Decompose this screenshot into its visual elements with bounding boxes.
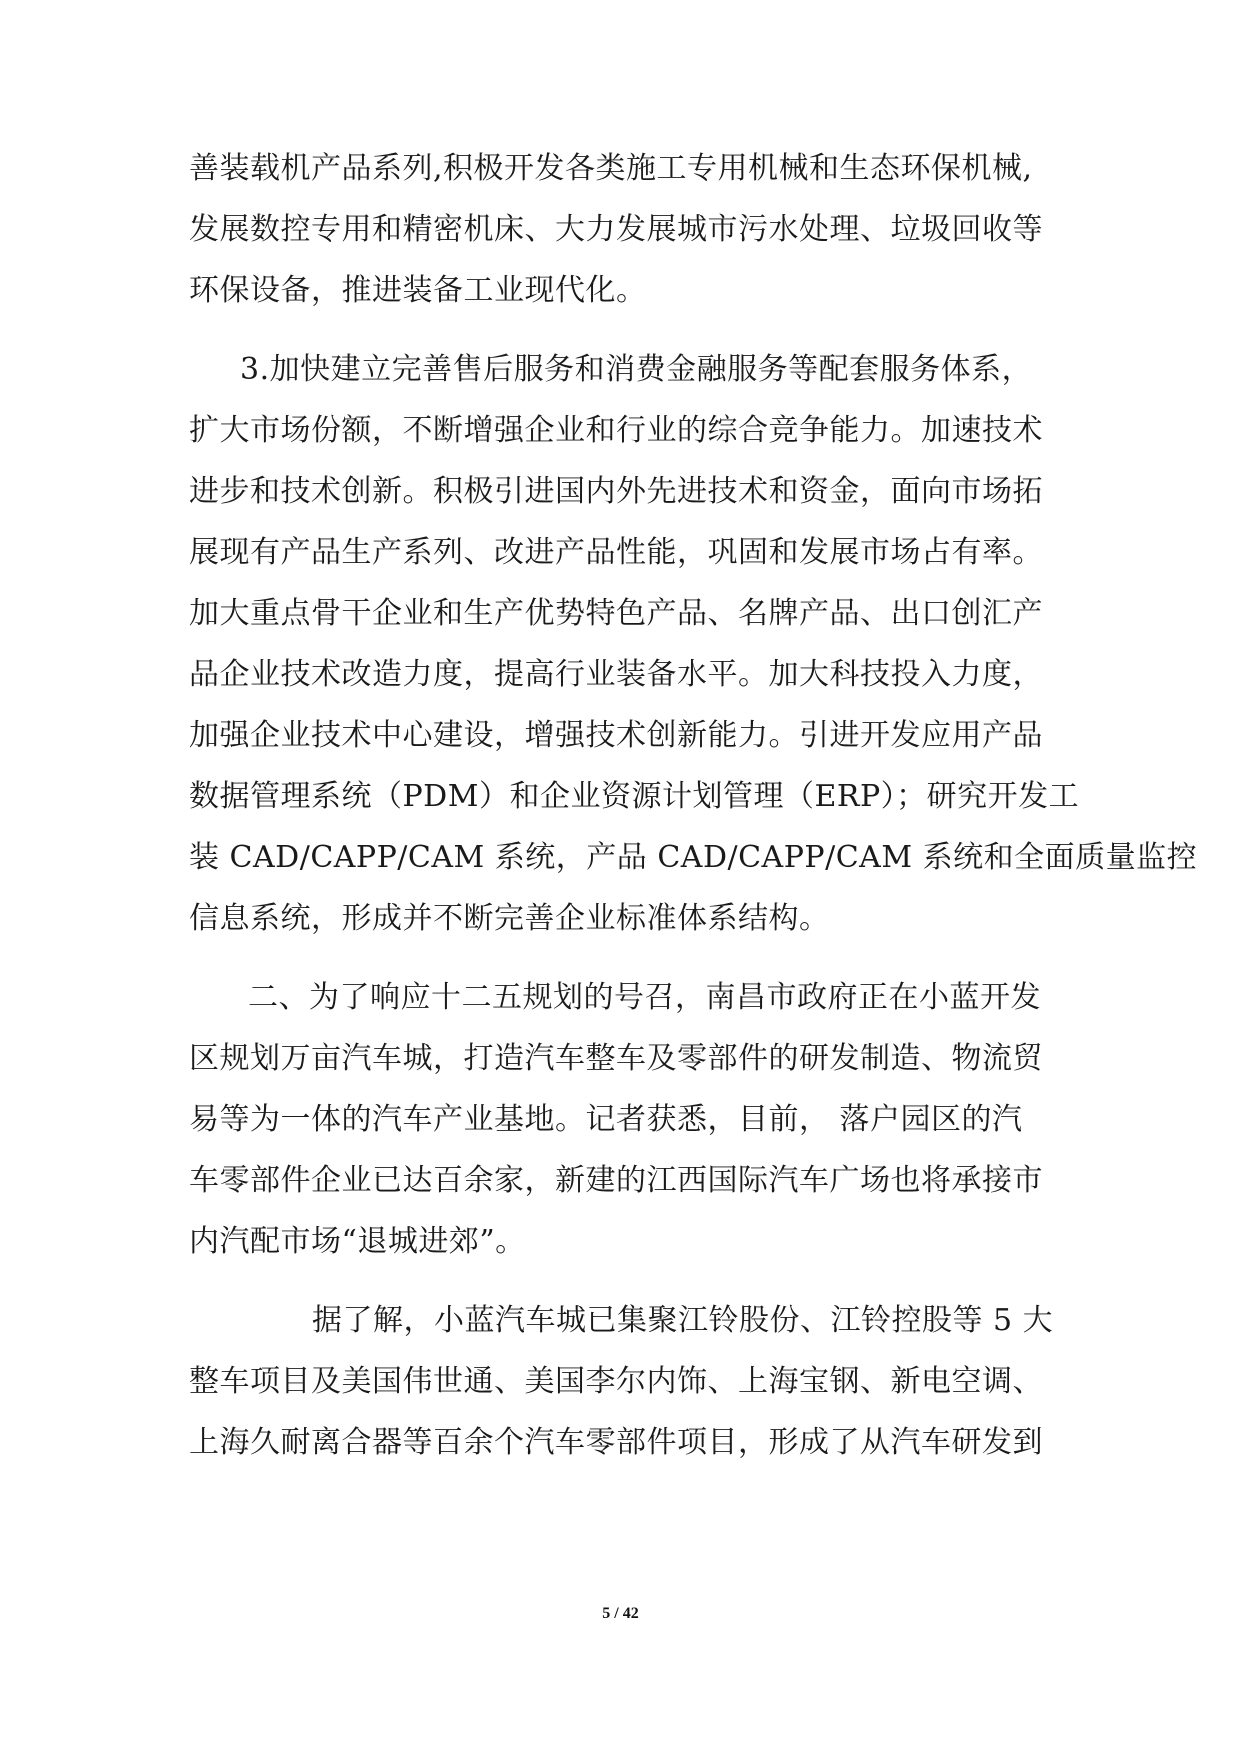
text-line: 据了解，小蓝汽车城已集聚江铃股份、江铃控股等 5 大 — [312, 1303, 1054, 1338]
page-number: 5 / 42 — [602, 1605, 639, 1622]
text-line: 进步和技术创新。积极引进国内外先进技术和资金，面向市场拓 — [189, 474, 1043, 509]
text-line: 信息系统，形成并不断完善企业标准体系结构。 — [189, 901, 830, 936]
text-line: 区规划万亩汽车城，打造汽车整车及零部件的研发制造、物流贸 — [189, 1041, 1043, 1076]
text-line: 善装载机产品系列,积极开发各类施工专用机械和生态环保机械, — [189, 151, 1033, 186]
text-line: 二、为了响应十二五规划的号召，南昌市政府正在小蓝开发 — [248, 980, 1041, 1015]
text-line: 环保设备，推进装备工业现代化。 — [189, 273, 647, 308]
text-line: 展现有产品生产系列、改进产品性能，巩固和发展市场占有率。 — [189, 535, 1043, 570]
text-line: 内汽配市场“退城进郊”。 — [189, 1224, 526, 1259]
text-line: 整车项目及美国伟世通、美国李尔内饰、上海宝钢、新电空调、 — [189, 1364, 1043, 1399]
text-line: 品企业技术改造力度，提高行业装备水平。加大科技投入力度， — [189, 657, 1043, 692]
text-line: 扩大市场份额，不断增强企业和行业的综合竞争能力。加速技术 — [189, 413, 1043, 448]
text-line: 发展数控专用和精密机床、大力发展城市污水处理、垃圾回收等 — [189, 212, 1043, 247]
text-line: 加大重点骨干企业和生产优势特色产品、名牌产品、出口创汇产 — [189, 596, 1043, 631]
text-line: 易等为一体的汽车产业基地。记者获悉，目前， 落户园区的汽 — [189, 1102, 1023, 1137]
text-line: 3.加快建立完善售后服务和消费金融服务等配套服务体系， — [240, 352, 1033, 387]
text-line: 装 CAD/CAPP/CAM 系统，产品 CAD/CAPP/CAM 系统和全面质量监控 — [189, 840, 1198, 875]
text-line: 上海久耐离合器等百余个汽车零部件项目，形成了从汽车研发到 — [189, 1425, 1043, 1460]
text-line: 加强企业技术中心建设，增强技术创新能力。引进开发应用产品 — [189, 718, 1043, 753]
text-line: 车零部件企业已达百余家，新建的江西国际汽车广场也将承接市 — [189, 1163, 1043, 1198]
text-line: 数据管理系统（PDM）和企业资源计划管理（ERP）；研究开发工 — [189, 779, 1080, 814]
